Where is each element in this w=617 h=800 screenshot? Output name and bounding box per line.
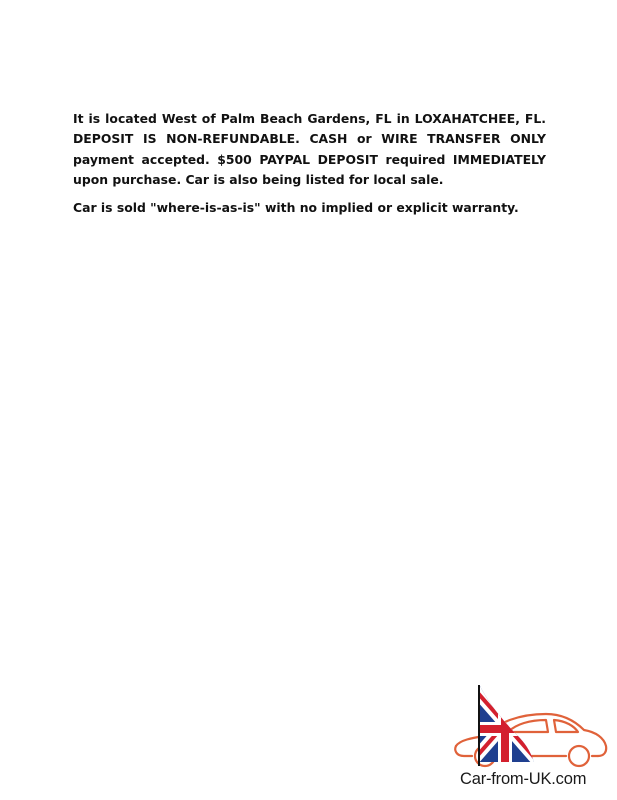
- warranty-paragraph: Car is sold "where-is-as-is" with no implied or explicit warranty.: [73, 199, 519, 215]
- location-deposit-paragraph: It is located West of Palm Beach Gardens, FL in LOXAHATCHEE, FL. DEPOSIT IS NON-REFUNDABLE. CASH or WIRE TRANSFER ONLY payment accepted. $500 PAYPAL DEPOSIT required IMMEDIATELY upon purchase. Car is also being listed for local sale.: [73, 111, 546, 188]
- union-jack-flag-car-icon: [450, 684, 610, 774]
- site-name[interactable]: Car-from-UK.com: [460, 770, 587, 788]
- car-from-uk-logo[interactable]: [450, 684, 610, 796]
- listing-text-block: [73, 109, 546, 218]
